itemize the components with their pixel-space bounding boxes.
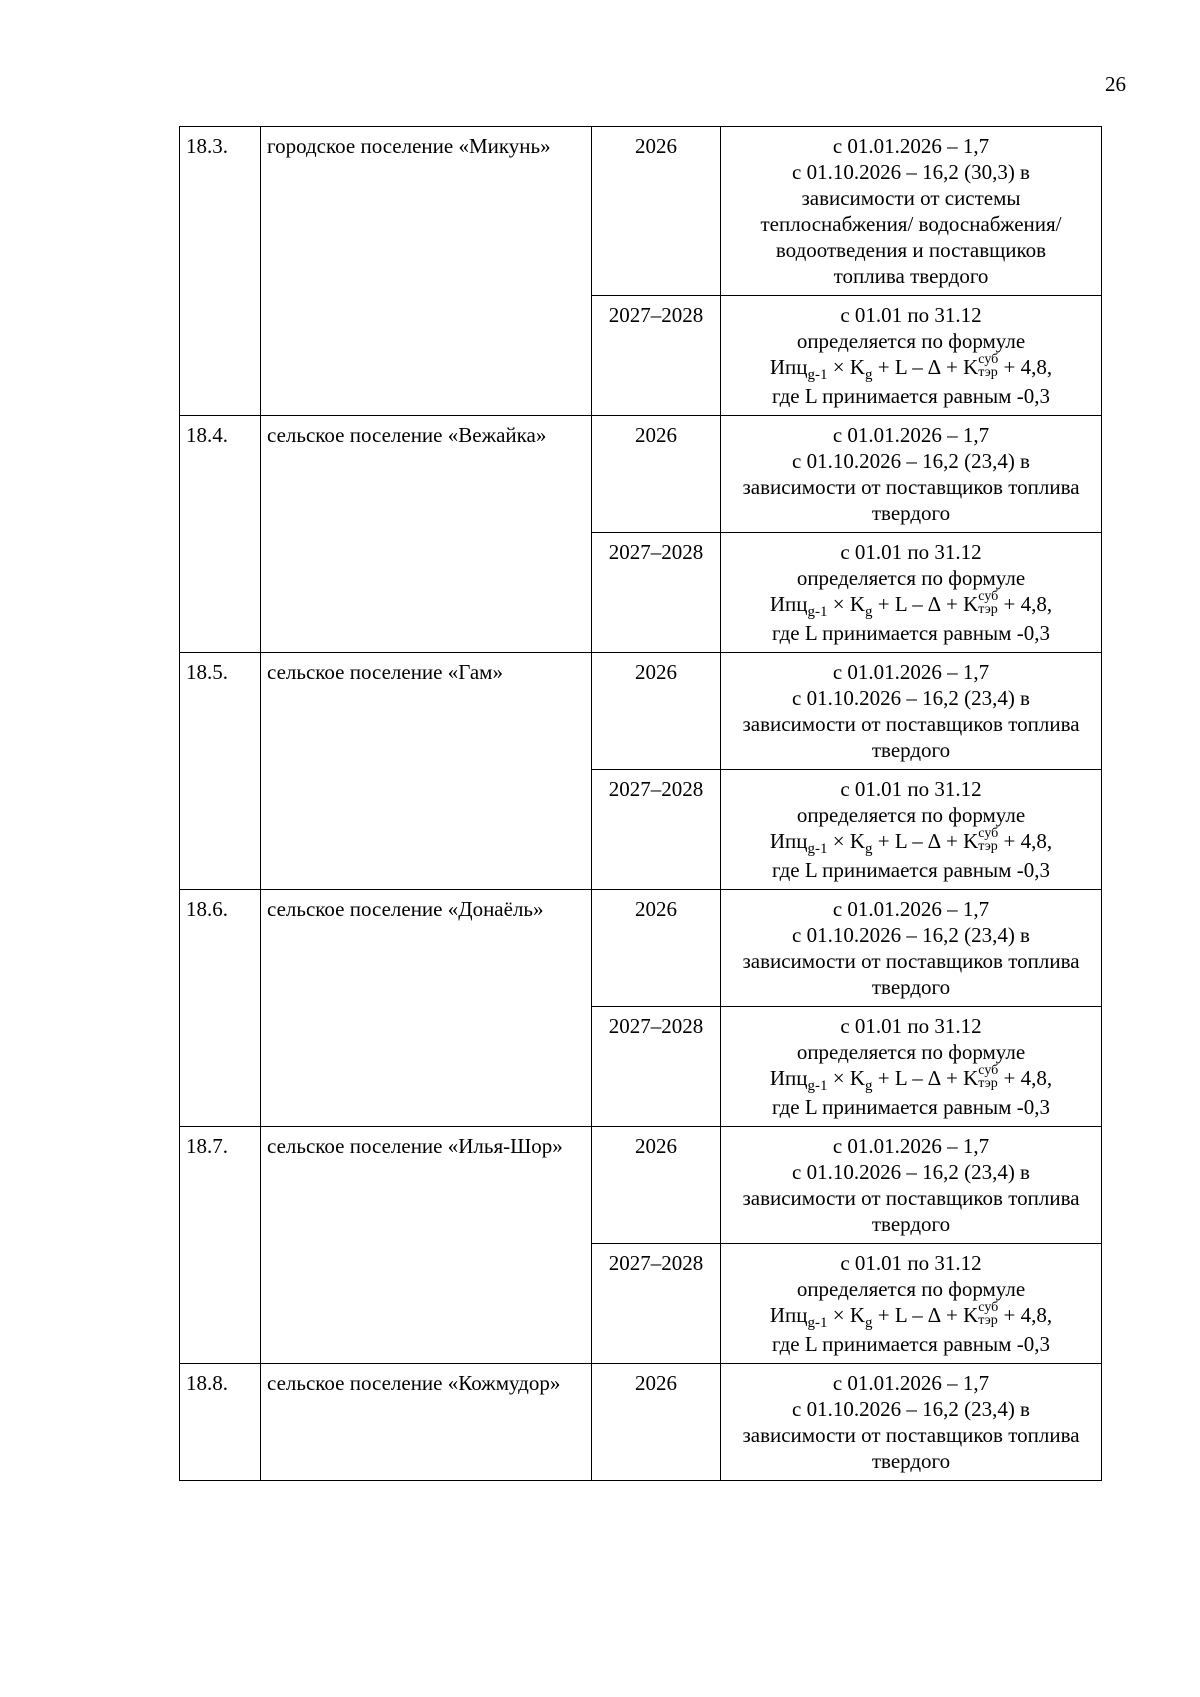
value-line: с 01.10.2026 – 16,2 (23,4) в bbox=[792, 449, 1030, 473]
settlement-name: городское поселение «Микунь» bbox=[261, 127, 592, 416]
index-value-cell bbox=[721, 416, 1102, 533]
table-row bbox=[180, 416, 1102, 533]
value-line: зависимости от поставщиков топлива bbox=[742, 475, 1080, 499]
value-line: с 01.10.2026 – 16,2 (23,4) в bbox=[792, 1397, 1030, 1421]
formula-times-k: × K bbox=[827, 829, 866, 853]
formula-k-subscript-2: тэр bbox=[978, 602, 998, 618]
index-value-cell bbox=[721, 127, 1102, 296]
formula-tail: + 4,8, bbox=[998, 1303, 1053, 1327]
value-line: определяется по формуле bbox=[796, 1277, 1026, 1301]
table-row bbox=[180, 1127, 1102, 1244]
value-line: с 01.10.2026 – 16,2 (23,4) в bbox=[792, 686, 1030, 710]
period-year: 2026 bbox=[592, 127, 721, 296]
formula-k-superscript: суб bbox=[978, 826, 999, 842]
value-line: определяется по формуле bbox=[796, 566, 1026, 590]
value-line: определяется по формуле bbox=[796, 1040, 1026, 1064]
period-year: 2026 bbox=[592, 416, 721, 533]
value-line: с 01.01 по 31.12 bbox=[840, 540, 982, 564]
row-number: 18.3. bbox=[180, 127, 261, 416]
formula-ipc-subscript: g-1 bbox=[807, 841, 828, 857]
value-line: теплоснабжения/ водоснабжения/ bbox=[760, 212, 1062, 236]
formula-k-indices bbox=[978, 590, 998, 616]
value-line: твердого bbox=[871, 1449, 951, 1473]
table-row bbox=[180, 127, 1102, 296]
value-line: твердого bbox=[871, 975, 951, 999]
formula-k-indices bbox=[978, 353, 998, 379]
formula-k-subscript-2: тэр bbox=[978, 839, 998, 855]
value-line: с 01.10.2026 – 16,2 (23,4) в bbox=[792, 923, 1030, 947]
settlement-name: сельское поселение «Донаёль» bbox=[261, 890, 592, 1127]
row-number: 18.6. bbox=[180, 890, 261, 1127]
index-formula bbox=[727, 828, 1095, 857]
formula-k-subscript: g bbox=[865, 604, 873, 620]
index-value-cell bbox=[721, 1007, 1102, 1127]
formula-times-k: × K bbox=[827, 355, 866, 379]
period-year: 2027–2028 bbox=[592, 1244, 721, 1364]
formula-k-subscript-2: тэр bbox=[978, 1076, 998, 1092]
formula-ipc: Ипц bbox=[769, 1066, 808, 1090]
formula-ipc: Ипц bbox=[769, 1303, 808, 1327]
table-body bbox=[180, 127, 1102, 1481]
formula-note: где L принимается равным -0,3 bbox=[772, 1095, 1050, 1119]
formula-note: где L принимается равным -0,3 bbox=[772, 858, 1050, 882]
formula-middle: + L – ∆ + K bbox=[872, 829, 979, 853]
value-line: определяется по формуле bbox=[796, 329, 1026, 353]
settlement-name: сельское поселение «Кожмудор» bbox=[261, 1364, 592, 1481]
period-year: 2026 bbox=[592, 890, 721, 1007]
formula-note: где L принимается равным -0,3 bbox=[772, 384, 1050, 408]
period-year: 2026 bbox=[592, 1127, 721, 1244]
formula-middle: + L – ∆ + K bbox=[872, 1066, 979, 1090]
value-line: с 01.10.2026 – 16,2 (23,4) в bbox=[792, 1160, 1030, 1184]
formula-k-subscript-2: тэр bbox=[978, 1313, 998, 1329]
formula-times-k: × K bbox=[827, 592, 866, 616]
index-formula bbox=[727, 1302, 1095, 1331]
page-number: 26 bbox=[1105, 72, 1126, 96]
formula-k-subscript: g bbox=[865, 1078, 873, 1094]
index-value-cell bbox=[721, 770, 1102, 890]
value-line: с 01.01 по 31.12 bbox=[840, 303, 982, 327]
index-formula bbox=[727, 591, 1095, 620]
value-line: зависимости от поставщиков топлива bbox=[742, 949, 1080, 973]
index-formula bbox=[727, 354, 1095, 383]
formula-k-indices bbox=[978, 827, 998, 853]
formula-k-superscript: суб bbox=[978, 589, 999, 605]
formula-ipc-subscript: g-1 bbox=[807, 604, 828, 620]
formula-tail: + 4,8, bbox=[998, 592, 1053, 616]
index-value-cell bbox=[721, 653, 1102, 770]
period-year: 2027–2028 bbox=[592, 1007, 721, 1127]
settlement-name: сельское поселение «Вежайка» bbox=[261, 416, 592, 653]
value-line: с 01.01.2026 – 1,7 bbox=[832, 423, 990, 447]
settlement-name: сельское поселение «Гам» bbox=[261, 653, 592, 890]
index-value-cell bbox=[721, 533, 1102, 653]
value-line: зависимости от поставщиков топлива bbox=[742, 1186, 1080, 1210]
formula-tail: + 4,8, bbox=[998, 355, 1053, 379]
period-year: 2027–2028 bbox=[592, 296, 721, 416]
value-line: твердого bbox=[871, 1212, 951, 1236]
settlement-name: сельское поселение «Илья-Шор» bbox=[261, 1127, 592, 1364]
formula-k-subscript: g bbox=[865, 841, 873, 857]
index-value-cell bbox=[721, 1244, 1102, 1364]
formula-ipc: Ипц bbox=[769, 355, 808, 379]
value-line: зависимости от поставщиков топлива bbox=[742, 712, 1080, 736]
value-line: с 01.01.2026 – 1,7 bbox=[832, 1371, 990, 1395]
row-number: 18.7. bbox=[180, 1127, 261, 1364]
value-line: зависимости от системы bbox=[801, 186, 1021, 210]
value-line: твердого bbox=[871, 501, 951, 525]
formula-times-k: × K bbox=[827, 1066, 866, 1090]
formula-ipc: Ипц bbox=[769, 829, 808, 853]
row-number: 18.4. bbox=[180, 416, 261, 653]
table-row bbox=[180, 1364, 1102, 1481]
formula-k-superscript: суб bbox=[978, 352, 999, 368]
formula-tail: + 4,8, bbox=[998, 1066, 1053, 1090]
formula-k-subscript: g bbox=[865, 1315, 873, 1331]
value-line: с 01.10.2026 – 16,2 (30,3) в bbox=[792, 160, 1030, 184]
index-value-cell bbox=[721, 890, 1102, 1007]
value-line: с 01.01.2026 – 1,7 bbox=[832, 134, 990, 158]
formula-note: где L принимается равным -0,3 bbox=[772, 1332, 1050, 1356]
value-line: топлива твердого bbox=[833, 264, 989, 288]
value-line: с 01.01.2026 – 1,7 bbox=[832, 897, 990, 921]
formula-tail: + 4,8, bbox=[998, 829, 1053, 853]
formula-middle: + L – ∆ + K bbox=[872, 355, 979, 379]
formula-middle: + L – ∆ + K bbox=[872, 592, 979, 616]
period-year: 2026 bbox=[592, 1364, 721, 1481]
formula-k-subscript-2: тэр bbox=[978, 365, 998, 381]
formula-k-superscript: суб bbox=[978, 1300, 999, 1316]
index-value-cell bbox=[721, 1364, 1102, 1481]
index-value-cell bbox=[721, 296, 1102, 416]
value-line: с 01.01 по 31.12 bbox=[840, 1014, 982, 1038]
formula-times-k: × K bbox=[827, 1303, 866, 1327]
value-line: определяется по формуле bbox=[796, 803, 1026, 827]
tariff-table bbox=[179, 126, 1102, 1481]
row-number: 18.5. bbox=[180, 653, 261, 890]
value-line: с 01.01.2026 – 1,7 bbox=[832, 660, 990, 684]
formula-k-indices bbox=[978, 1064, 998, 1090]
value-line: зависимости от поставщиков топлива bbox=[742, 1423, 1080, 1447]
index-formula bbox=[727, 1065, 1095, 1094]
row-number: 18.8. bbox=[180, 1364, 261, 1481]
formula-ipc-subscript: g-1 bbox=[807, 1315, 828, 1331]
formula-k-superscript: суб bbox=[978, 1063, 999, 1079]
formula-ipc-subscript: g-1 bbox=[807, 367, 828, 383]
formula-k-subscript: g bbox=[865, 367, 873, 383]
value-line: с 01.01.2026 – 1,7 bbox=[832, 1134, 990, 1158]
formula-middle: + L – ∆ + K bbox=[872, 1303, 979, 1327]
period-year: 2026 bbox=[592, 653, 721, 770]
formula-k-indices bbox=[978, 1301, 998, 1327]
value-line: водоотведения и поставщиков bbox=[775, 238, 1047, 262]
table-row bbox=[180, 653, 1102, 770]
value-line: с 01.01 по 31.12 bbox=[840, 777, 982, 801]
formula-ipc: Ипц bbox=[769, 592, 808, 616]
period-year: 2027–2028 bbox=[592, 770, 721, 890]
formula-ipc-subscript: g-1 bbox=[807, 1078, 828, 1094]
formula-note: где L принимается равным -0,3 bbox=[772, 621, 1050, 645]
value-line: твердого bbox=[871, 738, 951, 762]
period-year: 2027–2028 bbox=[592, 533, 721, 653]
value-line: с 01.01 по 31.12 bbox=[840, 1251, 982, 1275]
table-row bbox=[180, 890, 1102, 1007]
index-value-cell bbox=[721, 1127, 1102, 1244]
